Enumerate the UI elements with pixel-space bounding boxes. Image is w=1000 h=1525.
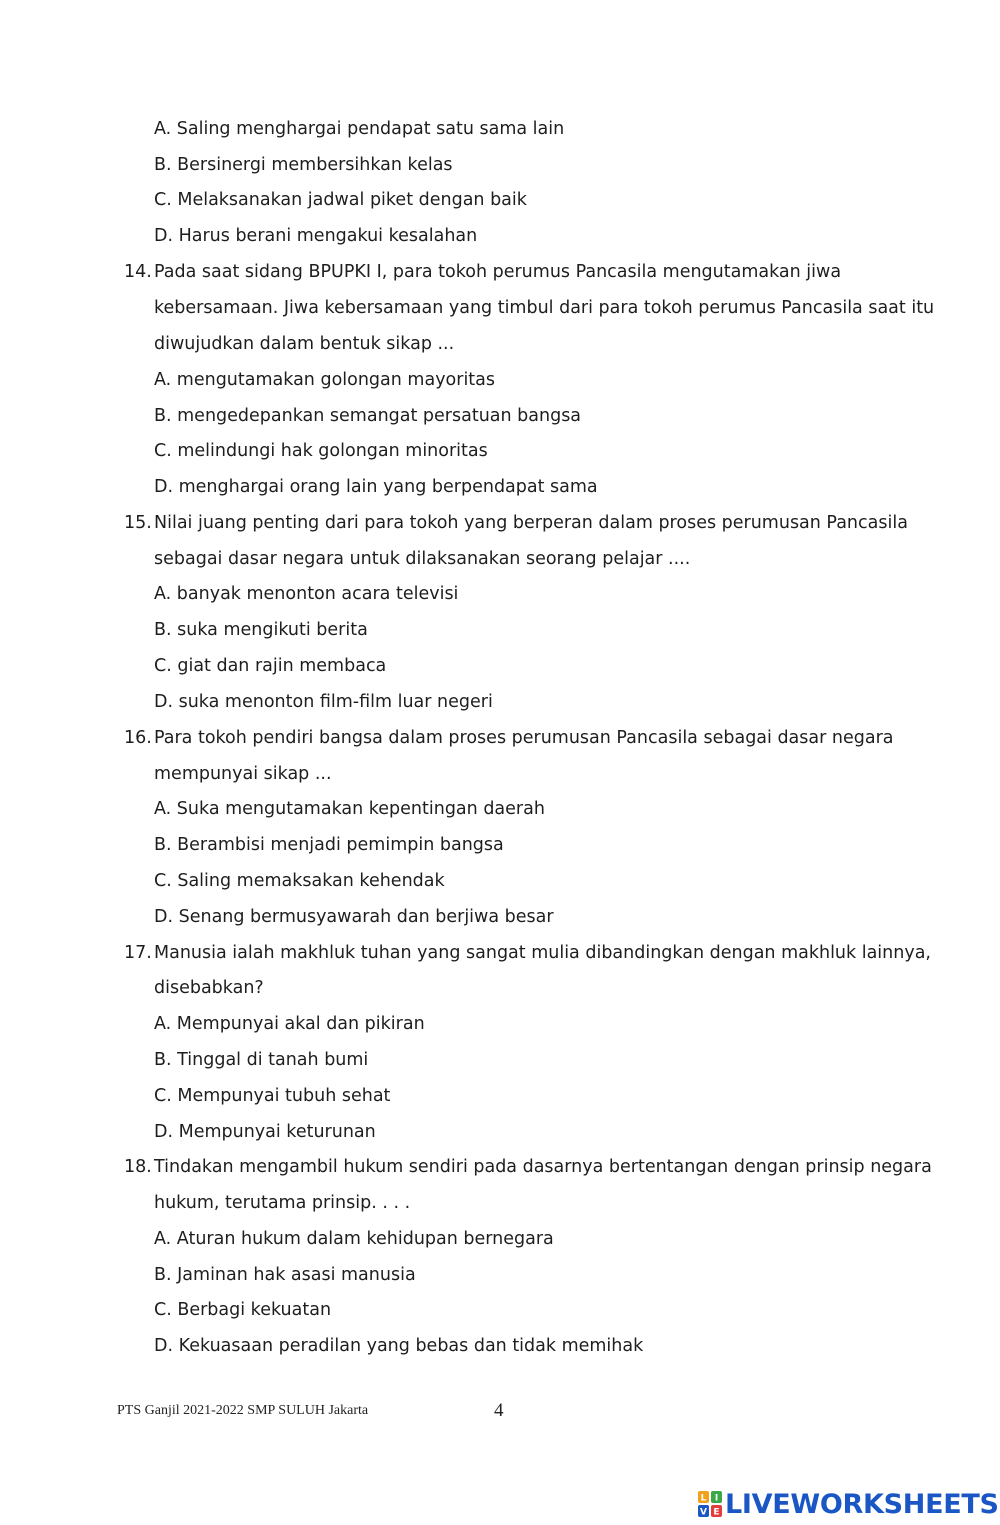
q15-option-b: B. suka mengikuti berita <box>154 620 368 640</box>
q17-option-a: A. Mempunyai akal dan pikiran <box>154 1014 425 1034</box>
q16-number: 16. <box>124 728 152 748</box>
logo-letter-e: E <box>713 1507 720 1518</box>
q18-option-c: C. Berbagi kekuatan <box>154 1300 332 1320</box>
q16-text-line-2: mempunyai sikap ... <box>154 764 332 784</box>
liveworksheets-brand <box>697 1488 999 1520</box>
q17-number: 17. <box>124 943 152 963</box>
q14-number: 14. <box>124 262 152 282</box>
logo-letter-i: I <box>714 1493 719 1504</box>
logo-letter-v: V <box>700 1507 707 1518</box>
q15-option-d: D. suka menonton film-film luar negeri <box>154 692 493 712</box>
liveworksheets-wordmark: LIVEWORKSHEETS <box>725 1488 999 1520</box>
q18-number: 18. <box>124 1157 152 1177</box>
q15-text-line-1: Nilai juang penting dari para tokoh yang berperan dalam proses perumusan Pancasila <box>154 513 908 533</box>
q17-option-d: D. Mempunyai keturunan <box>154 1122 376 1142</box>
q14-option-c: C. melindungi hak golongan minoritas <box>154 441 488 461</box>
q18-text-line-2: hukum, terutama prinsip. . . . <box>154 1193 411 1213</box>
q13-option-a: A. Saling menghargai pendapat satu sama lain <box>154 119 565 139</box>
q13-option-d: D. Harus berani mengakui kesalahan <box>154 226 478 246</box>
q17-option-c: C. Mempunyai tubuh sehat <box>154 1086 391 1106</box>
q15-option-a: A. banyak menonton acara televisi <box>154 584 459 604</box>
q15-option-c: C. giat dan rajin membaca <box>154 656 387 676</box>
logo-letter-l: L <box>700 1493 707 1504</box>
q13-option-b: B. Bersinergi membersihkan kelas <box>154 155 453 175</box>
q17-text-line-2: disebabkan? <box>154 978 264 998</box>
q14-option-b: B. mengedepankan semangat persatuan bangsa <box>154 406 582 426</box>
q18-option-a: A. Aturan hukum dalam kehidupan bernegara <box>154 1229 554 1249</box>
q17-text-line-1: Manusia ialah makhluk tuhan yang sangat mulia dibandingkan dengan makhluk lainnya, <box>154 943 931 963</box>
q14-text-line-3: diwujudkan dalam bentuk sikap ... <box>154 334 455 354</box>
q14-text-line-1: Pada saat sidang BPUPKI I, para tokoh perumus Pancasila mengutamakan jiwa <box>154 262 842 282</box>
q16-text-line-1: Para tokoh pendiri bangsa dalam proses perumusan Pancasila sebagai dasar negara <box>154 728 894 748</box>
q16-option-d: D. Senang bermusyawarah dan berjiwa besar <box>154 907 554 927</box>
liveworksheets-logo-icon <box>697 1490 723 1518</box>
q13-option-c: C. Melaksanakan jadwal piket dengan baik <box>154 190 527 210</box>
q14-option-a: A. mengutamakan golongan mayoritas <box>154 370 496 390</box>
q18-option-d: D. Kekuasaan peradilan yang bebas dan tidak memihak <box>154 1336 644 1356</box>
q18-option-b: B. Jaminan hak asasi manusia <box>154 1265 416 1285</box>
footer-text: PTS Ganjil 2021-2022 SMP SULUH Jakarta <box>117 1403 369 1418</box>
q15-text-line-2: sebagai dasar negara untuk dilaksanakan seorang pelajar .... <box>154 549 691 569</box>
q16-option-c: C. Saling memaksakan kehendak <box>154 871 445 891</box>
page-number: 4 <box>494 1400 504 1421</box>
q14-text-line-2: kebersamaan. Jiwa kebersamaan yang timbul dari para tokoh perumus Pancasila saat itu <box>154 298 935 318</box>
q14-option-d: D. menghargai orang lain yang berpendapat sama <box>154 477 598 497</box>
q15-number: 15. <box>124 513 152 533</box>
q18-text-line-1: Tindakan mengambil hukum sendiri pada dasarnya bertentangan dengan prinsip negara <box>154 1157 932 1177</box>
q17-option-b: B. Tinggal di tanah bumi <box>154 1050 369 1070</box>
q16-option-a: A. Suka mengutamakan kepentingan daerah <box>154 799 545 819</box>
q16-option-b: B. Berambisi menjadi pemimpin bangsa <box>154 835 504 855</box>
